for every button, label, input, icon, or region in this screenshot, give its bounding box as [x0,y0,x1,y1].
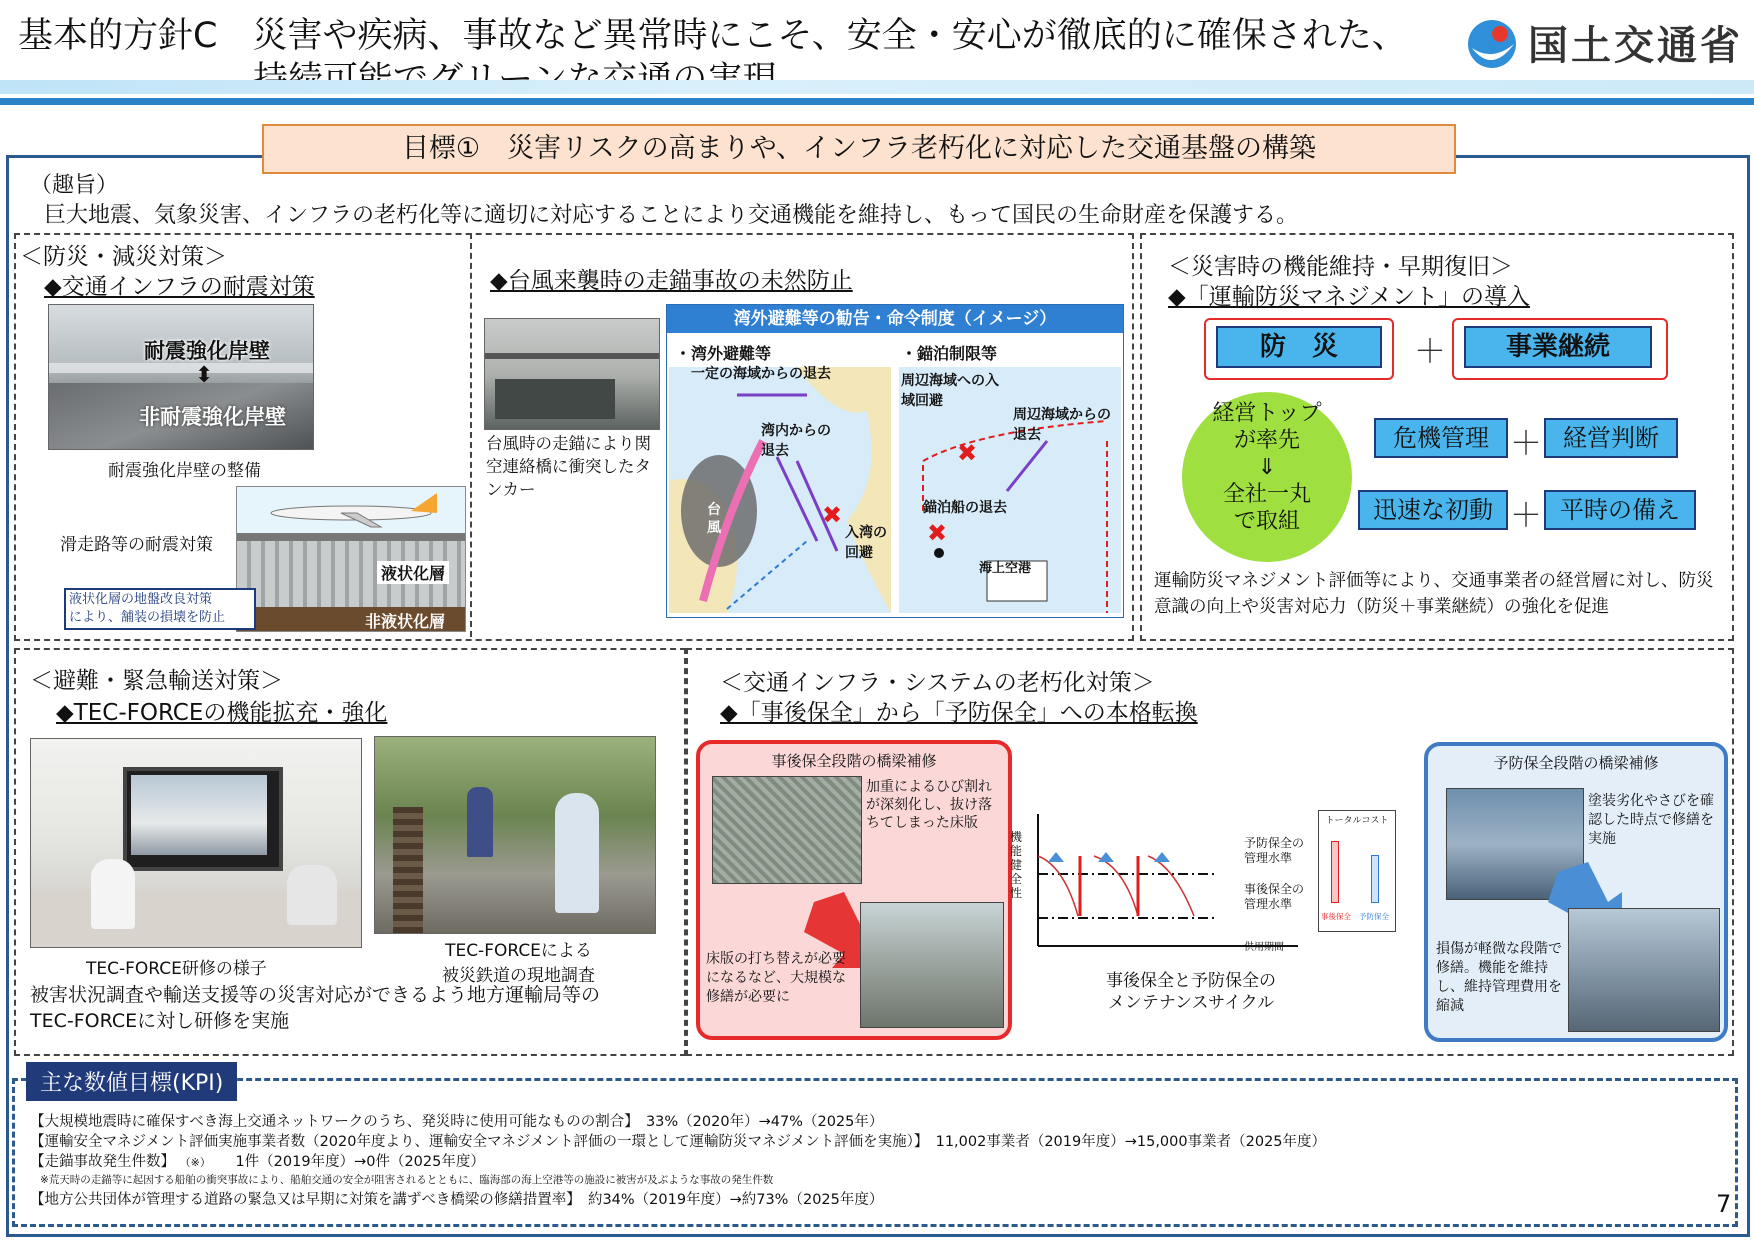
map-label-leave-bay: 湾内からの退去 [761,423,831,459]
graph-pm-level: 予防保全の管理水準 [1244,836,1305,865]
slab-replacement-photo [860,902,1004,1028]
map-label-anchored-leave: 錨泊船の退去 [923,500,1007,516]
section-heading: ＜災害時の機能維持・早期復旧＞ [1168,254,1513,280]
total-cost-pm: 予防保全 [1359,912,1389,921]
maintenance-cycle-graph [1004,806,1324,954]
preventive-note-1: 塗装劣化やさびを確認した時点で修繕を実施 [1588,793,1714,847]
preventive-note-2: 損傷が軽微な段階で修繕。機能を維持し、維持管理費用を縮減 [1436,941,1562,1014]
maintenance-cycle-caption: 事後保全と予防保全の メンテナンスサイクル [1106,971,1276,1013]
total-cost-label: トータルコスト [1325,816,1389,826]
map-label-avoid-entry: 入湾の回避 [845,525,887,561]
tanker-photo [484,318,660,430]
quay-label-non-seismic: 非耐震強化岸壁 [139,405,286,429]
caption-quay: 耐震強化岸壁の整備 [108,461,261,481]
page-number: 7 [1716,1190,1732,1218]
kpi-line-3: 【走錨事故発生件数】 （※） 1件（2019年度）→0件（2025年度） [30,1154,485,1170]
corrective-title: 事後保全段階の橋梁補修 [771,752,937,770]
title-line-1: 基本的方針C 災害や疾病、事故など異常時にこそ、安全・安心が徹底的に確保された、 [18,16,1407,56]
svg-text:✖: ✖ [927,519,948,547]
kpi-line-2: 【運輸安全マネジメント評価実施事業者数（2020年度より、運輸安全マネジメント評価の一環として運輸防災マネジメント評価を実施）】 11,002事業者（2019年度）→15,000事業者（2025年度） [30,1134,1327,1150]
liquefied-layer-label: 液状化層 [377,561,449,584]
box-crisis-management: 危機管理 [1374,418,1508,458]
kpi-line-4: 【地方公共団体が管理する道路の緊急又は早期に対策を講ずべき橋梁の修繕措置率】 約34%（2019年度）→約73%（2025年度） [30,1192,884,1208]
map-graphic [667,361,1123,617]
purpose-label: （趣旨） [30,173,119,198]
plus-sign: ＋ [1510,496,1543,534]
header-rule [0,98,1754,105]
preventive-maintenance-panel [1424,742,1728,1042]
repainting-photo [1568,908,1720,1032]
box-rapid-response: 迅速な初動 [1358,490,1508,530]
box-prevention: 防 災 [1216,326,1382,368]
caption-tanker: 台風時の走錨により関空連絡橋に衝突したタンカー [486,434,651,499]
graph-y-label: 機能健全性 [1010,830,1023,900]
section-heading: ＜避難・緊急輸送対策＞ [30,668,283,694]
bullet-typhoon: ◆台風来襲時の走錨事故の未然防止 [490,268,853,294]
section-heading: ＜交通インフラ・システムの老朽化対策＞ [720,670,1155,696]
corrective-note-1: 加重によるひび割れが深刻化し、抜け落ちてしまった床版 [866,779,992,831]
bullet-seismic: ◆交通インフラの耐震対策 [44,274,315,300]
total-cost-cm: 事後保全 [1321,912,1351,921]
purpose-text: 巨大地震、気象災害、インフラの老朽化等に適切に対応することにより交通機能を維持し、もって国民の生命財産を保護する。 [44,203,1299,228]
caption-training: TEC-FORCE研修の様子 [86,959,267,979]
function-desc: 運輸防災マネジメント評価等により、交通事業者の経営層に対し、防災意識の向上や災害対応力（防災＋事業継続）の強化を促進 [1154,571,1714,617]
map-label-leave-surrounding: 周辺海域からの退去 [1013,407,1111,443]
training-photo [30,738,362,948]
kpi-label: 主な数値目標(KPI) [26,1062,237,1101]
box-peacetime-readiness: 平時の備え [1544,490,1696,530]
bullet-preventive-maintenance: ◆「事後保全」から「予防保全」への本格転換 [720,700,1198,726]
ministry-logo-icon [1462,14,1522,74]
header-band [0,80,1754,94]
map-left-head: ・湾外避難等 [675,344,772,363]
section-heading: ＜防災・減災対策＞ [20,244,227,270]
preventive-title: 予防保全段階の橋梁補修 [1493,754,1659,772]
caption-field-survey: TEC-FORCEによる 被災鉄道の現地調査 [442,941,595,986]
goal-banner: 目標① 災害リスクの高まりや、インフラ老朽化に対応した交通基盤の構築 [262,124,1456,174]
quay-label-seismic: 耐震強化岸壁 [144,339,270,363]
plus-sign: ＋ [1414,332,1447,370]
graph-cm-level: 事後保全の管理水準 [1244,882,1305,911]
damaged-slab-photo [712,776,862,884]
map-label-avoid-surrounding: 周辺海域への入域回避 [901,373,999,409]
quay-photo [48,304,314,450]
airplane-icon [261,491,441,531]
corrective-maintenance-panel [696,740,1012,1040]
map-title: 湾外避難等の勧告・命令制度（イメージ） [667,305,1123,333]
bullet-transport-disaster-mgmt: ◆「運輸防災マネジメント」の導入 [1168,284,1530,310]
bullet-tec-force: ◆TEC-FORCEの機能拡充・強化 [56,700,388,726]
map-label-typhoon: 台風 [707,502,721,536]
map-right-head: ・錨泊制限等 [901,344,998,363]
ground-improvement-note: 液状化層の地盤改良対策 により、舗装の損壊を防止 [64,588,256,630]
box-management-judgment: 経営判断 [1544,418,1678,458]
corrective-note-2: 床版の打ち替えが必要になるなど、大規模な修繕が必要に [706,951,846,1005]
evacuation-desc: 被害状況調査や輸送支援等の災害対応ができるよう地方運輸局等の TEC-FORCEに対し研修を実施 [30,984,601,1032]
total-cost-chart [1318,810,1396,932]
kpi-note: ※荒天時の走錨等に起因する船舶の衝突事故により、船舶交通の安全が阻害されるとともに、臨海部の海上空港等の施設に被害が及ぶような事故の発生件数 [40,1174,774,1186]
non-liquefied-layer-label: 非液状化層 [365,612,446,631]
kpi-line-1: 【大規模地震時に確保すべき海上交通ネットワークのうち、発災時に使用可能なものの割合】 33%（2020年）→47%（2025年） [30,1114,884,1130]
graph-x-label: 供用期間 [1244,942,1284,953]
map-label-leave-area: 一定の海域からの退去 [691,366,831,382]
svg-text:✖: ✖ [822,501,843,529]
top-management-circle: 経営トップ が率先 ⇓ 全社一丸 で取組 [1182,392,1352,562]
evacuation-map [666,304,1124,618]
ministry-name: 国土交通省 [1528,23,1743,69]
field-survey-photo [374,736,656,934]
svg-text:✖: ✖ [957,439,978,467]
caption-runway: 滑走路等の耐震対策 [60,535,213,555]
panel-divider [470,233,472,637]
plus-sign: ＋ [1510,424,1543,462]
up-down-arrow-icon: ⬍ [195,363,214,388]
runway-diagram [236,486,466,632]
map-label-airport: 海上空港 [979,561,1032,576]
box-business-continuity: 事業継続 [1464,326,1652,368]
